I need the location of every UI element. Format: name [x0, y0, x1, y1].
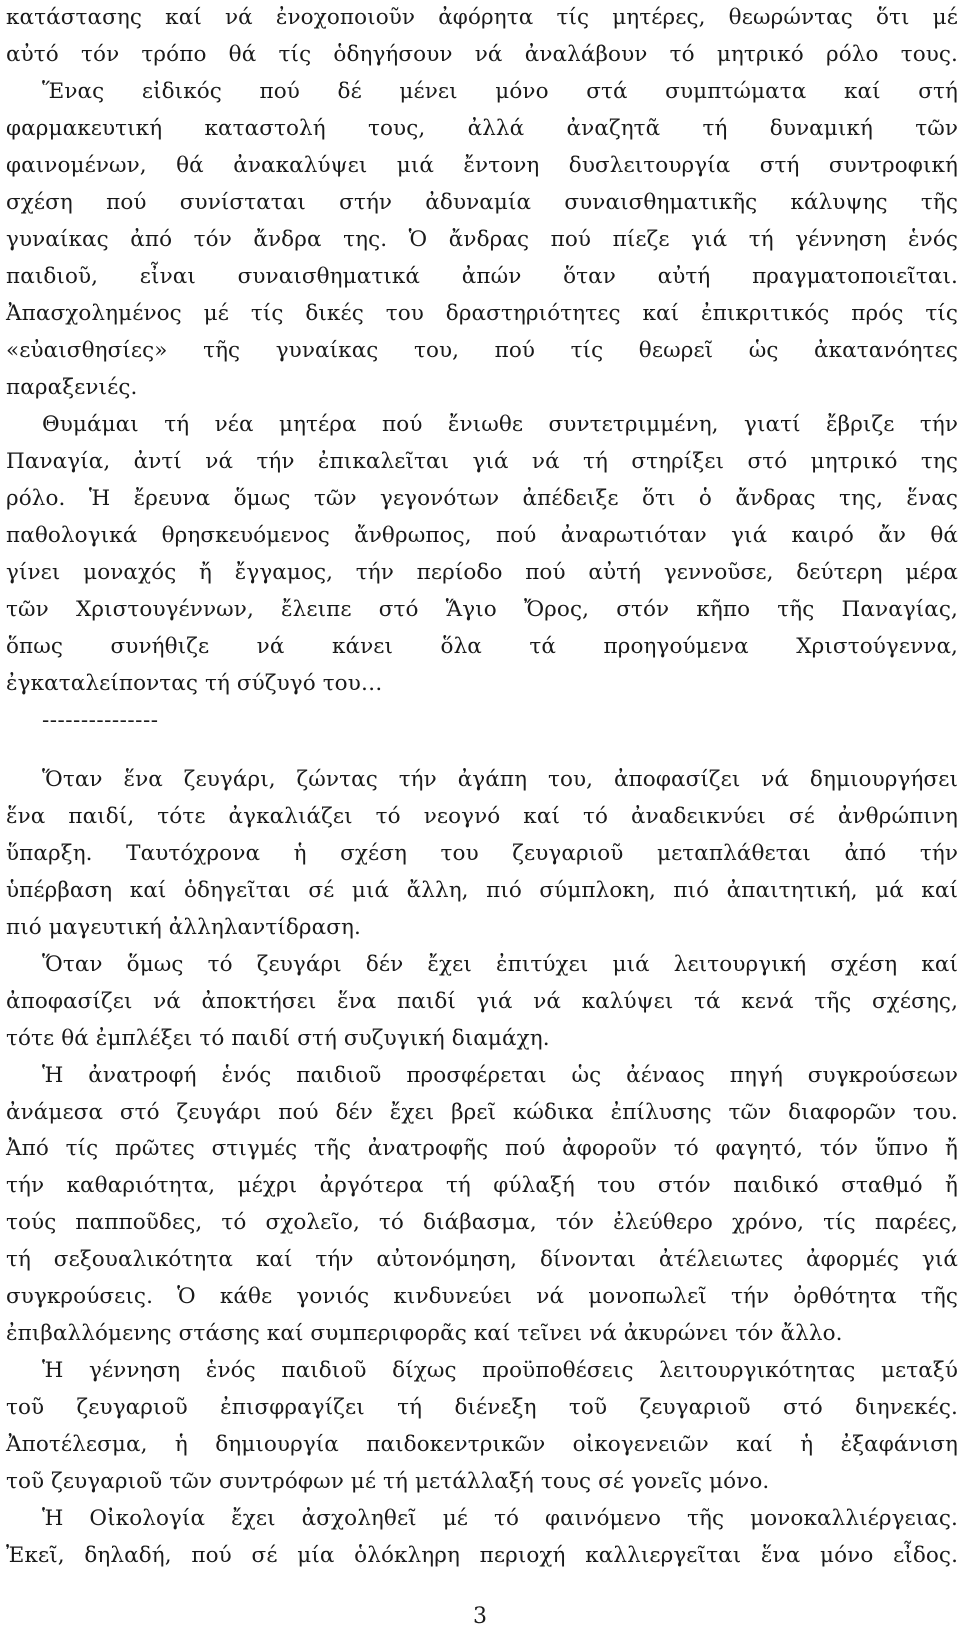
paragraph-last-line: ἐγκαταλείποντας τή σύζυγό του… [6, 671, 383, 696]
paragraph-first-line: Ὅταν ἕνα ζευγάρι, ζώντας τήν ἀγάπη του, ἀποφασίζει νά δημιουργήσει [42, 767, 958, 792]
text-line: σχέση πού συνίσταται στήν ἀδυναμία συναισθηματικῆς κάλυψης τῆς [6, 190, 958, 215]
paragraph-last-line: παραξενιές. [6, 375, 138, 400]
text-line: φαρμακευτική καταστολή τους, ἀλλά ἀναζητᾶ τή δυναμική τῶν [6, 116, 958, 141]
section-separator: --------------- [42, 708, 159, 733]
text-line: παιδιοῦ, εἶναι συναισθηματικά ἀπών ὅταν αὐτή πραγματοποιεῖται. [6, 264, 958, 289]
text-line: Ἀπασχολημένος μέ τίς δικές του δραστηριότητες καί ἐπικριτικός πρός τίς [6, 301, 958, 326]
text-line: αὐτό τόν τρόπο θά τίς ὁδηγήσουν νά ἀναλάβουν τό μητρικό ρόλο τους. [6, 42, 958, 67]
paragraph-first-line: Ἡ γέννηση ἑνός παιδιοῦ δίχως προϋποθέσεις λειτουργικότητας μεταξύ [42, 1358, 958, 1383]
text-line: τή σεξουαλικότητα καί τήν αὐτονόμηση, δίνονται ἀτέλειωτες ἀφορμές γιά [6, 1247, 958, 1272]
text-line: κατάστασης καί νά ἐνοχοποιοῦν ἀφόρητα τίς μητέρες, θεωρώντας ὅτι μέ [6, 5, 958, 30]
text-line: ἕνα παιδί, τότε ἀγκαλιάζει τό νεογνό καί τό ἀναδεικνύει σέ ἀνθρώπινη [6, 804, 958, 829]
text-line: τήν καθαριότητα, μέχρι ἀργότερα τή φύλαξή του στόν παιδικό σταθμό ἤ [6, 1173, 958, 1198]
text-line: Ἐκεῖ, δηλαδή, πού σέ μία ὁλόκληρη περιοχή καλλιεργεῖται ἕνα μόνο εἶδος. [6, 1543, 958, 1568]
paragraph-last-line: τότε θά ἐμπλέξει τό παιδί στή συζυγική διαμάχη. [6, 1026, 550, 1051]
text-line: τοῦ ζευγαριοῦ ἐπισφραγίζει τή διένεξη τοῦ ζευγαριοῦ στό διηνεκές. [6, 1395, 958, 1420]
text-line: φαινομένων, θά ἀνακαλύψει μιά ἔντονη δυσλειτουργία στή συντροφική [6, 153, 958, 178]
text-line: τούς παπποῦδες, τό σχολεῖο, τό διάβασμα, τόν ἐλεύθερο χρόνο, τίς παρέες, [6, 1210, 958, 1235]
paragraph-last-line: πιό μαγευτική ἀλληλαντίδραση. [6, 915, 361, 940]
text-line: συγκρούσεις. Ὁ κάθε γονιός κινδυνεύει νά μονοπωλεῖ τήν ὀρθότητα τῆς [6, 1284, 958, 1309]
paragraph-last-line: ἐπιβαλλόμενης στάσης καί συμπεριφορᾶς καί τεῖνει νά ἀκυρώνει τόν ἄλλο. [6, 1321, 843, 1346]
text-line: γυναίκας ἀπό τόν ἄνδρα της. Ὁ ἄνδρας πού πίεζε γιά τή γέννηση ἑνός [6, 227, 958, 252]
text-line: παθολογικά θρησκευόμενος ἄνθρωπος, πού ἀναρωτιόταν γιά καιρό ἄν θά [6, 523, 958, 548]
text-line: Ἀπό τίς πρῶτες στιγμές τῆς ἀνατροφῆς πού ἀφοροῦν τό φαγητό, τόν ὕπνο ἤ [6, 1136, 958, 1161]
page-number: 3 [473, 1604, 487, 1629]
paragraph-first-line: Ἕνας εἰδικός πού δέ μένει μόνο στά συμπτώματα καί στή [42, 79, 958, 104]
text-line: τῶν Χριστουγέννων, ἔλειπε στό Ἅγιο Ὄρος, στόν κῆπο τῆς Παναγίας, [6, 597, 958, 622]
text-line: ὑπέρβαση καί ὁδηγεῖται σέ μιά ἄλλη, πιό σύμπλοκη, πιό ἀπαιτητική, μά καί [6, 878, 958, 903]
paragraph-first-line: Ὅταν ὅμως τό ζευγάρι δέν ἔχει ἐπιτύχει μιά λειτουργική σχέση καί [42, 952, 958, 977]
text-line: ὅπως συνήθιζε νά κάνει ὅλα τά προηγούμενα Χριστούγεννα, [6, 634, 958, 659]
text-line: Παναγία, ἀντί νά τήν ἐπικαλεῖται γιά νά τή στηρίξει στό μητρικό της [6, 449, 958, 474]
paragraph-last-line: τοῦ ζευγαριοῦ τῶν συντρόφων μέ τή μετάλλαξή τους σέ γονεῖς μόνο. [6, 1469, 770, 1494]
paragraph-first-line: Ἡ Οἰκολογία ἔχει ἀσχοληθεῖ μέ τό φαινόμενο τῆς μονοκαλλιέργειας. [42, 1506, 958, 1531]
text-line: Ἀποτέλεσμα, ἡ δημιουργία παιδοκεντρικῶν οἰκογενειῶν καί ἡ ἐξαφάνιση [6, 1432, 958, 1457]
paragraph-first-line: Θυμάμαι τή νέα μητέρα πού ἔνιωθε συντετριμμένη, γιατί ἔβριζε τήν [42, 412, 958, 437]
text-line: ἀποφασίζει νά ἀποκτήσει ἕνα παιδί γιά νά καλύψει τά κενά τῆς σχέσης, [6, 989, 958, 1014]
text-line: «εὐαισθησίες» τῆς γυναίκας του, πού τίς θεωρεῖ ὡς ἀκατανόητες [6, 338, 958, 363]
text-line: ἀνάμεσα στό ζευγάρι πού δέν ἔχει βρεῖ κώδικα ἐπίλυσης τῶν διαφορῶν του. [6, 1100, 958, 1125]
text-line: γίνει μοναχός ἤ ἔγγαμος, τήν περίοδο πού αὐτή γεννοῦσε, δεύτερη μέρα [6, 560, 958, 585]
text-line: ρόλο. Ἡ ἔρευνα ὅμως τῶν γεγονότων ἀπέδειξε ὅτι ὁ ἄνδρας της, ἕνας [6, 486, 958, 511]
text-line: ὕπαρξη. Ταυτόχρονα ἡ σχέση του ζευγαριοῦ μεταπλάθεται ἀπό τήν [6, 841, 958, 866]
paragraph-first-line: Ἡ ἀνατροφή ἑνός παιδιοῦ προσφέρεται ὡς ἀέναος πηγή συγκρούσεων [42, 1063, 958, 1088]
